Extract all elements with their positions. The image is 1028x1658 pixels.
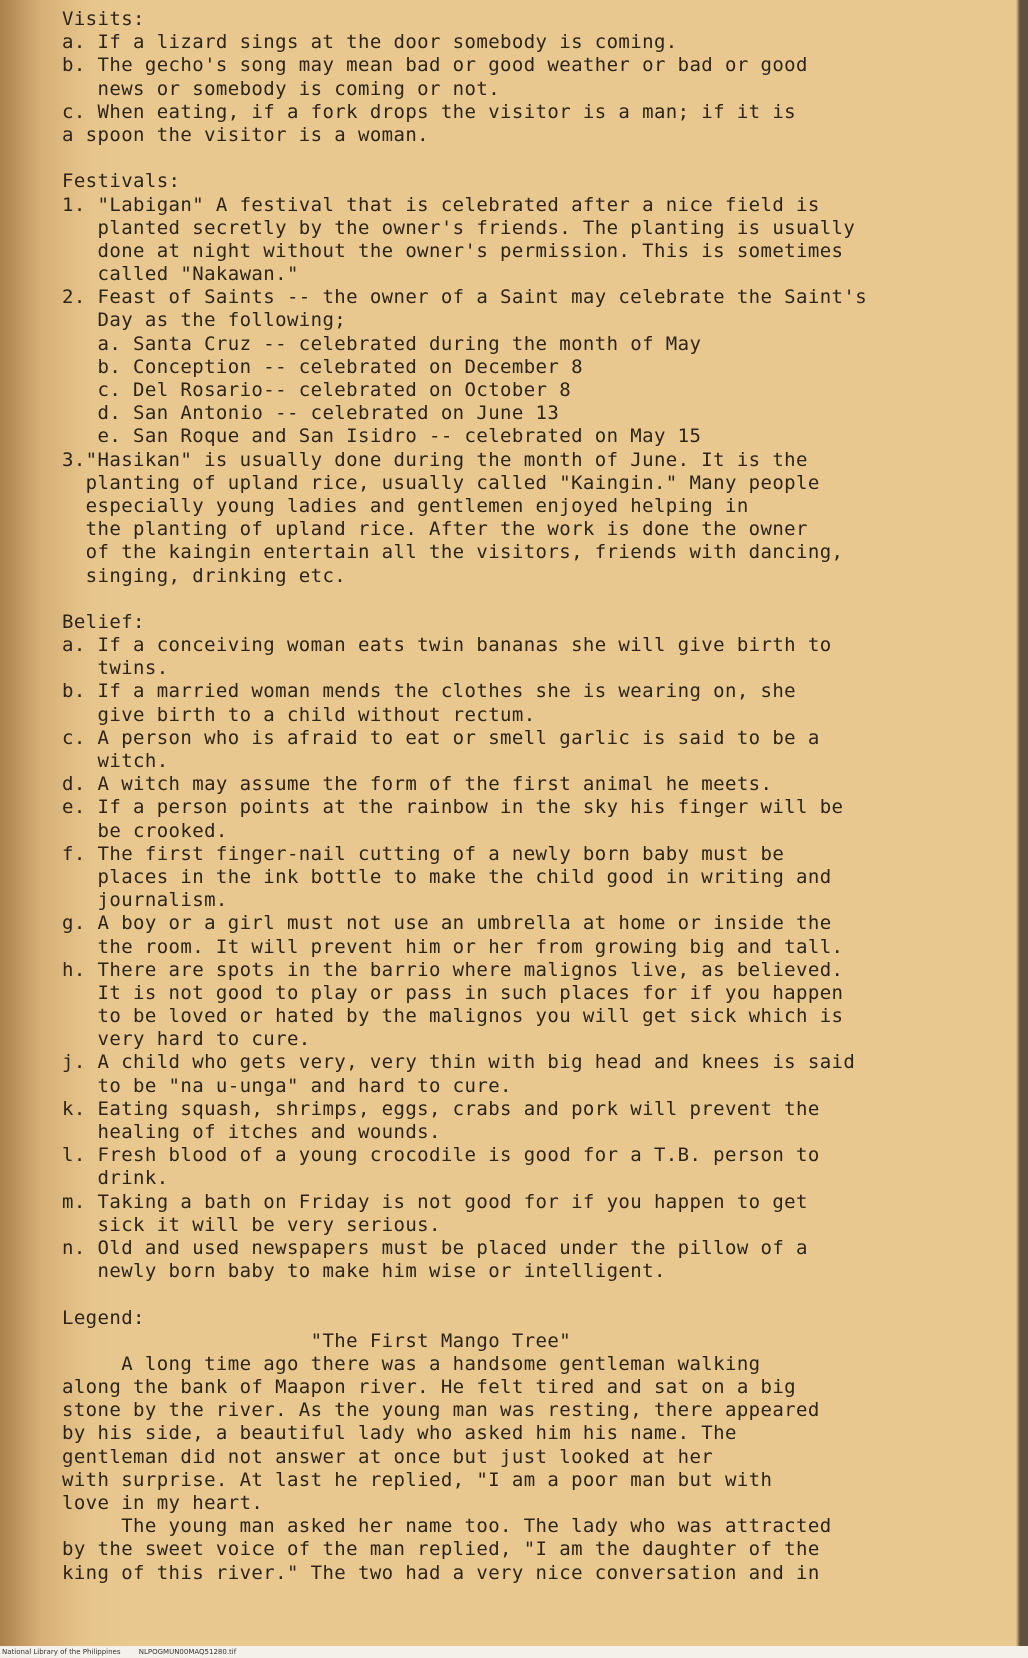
text-line: c. When eating, if a fork drops the visitor is a man; if it is: [62, 100, 797, 123]
text-line: c. A person who is afraid to eat or smell garlic is said to be a: [62, 726, 820, 749]
scan-footer: [0, 1646, 1028, 1658]
text-line: g. A boy or a girl must not use an umbrella at home or inside the: [62, 912, 832, 935]
text-line: It is not good to play or pass in such places for if you happen: [62, 981, 844, 1004]
blank-line: [62, 147, 982, 170]
footer-file-id: NLPOGMUN00MAQ51280.tif: [138, 1648, 237, 1656]
text-line: healing of itches and wounds.: [62, 1121, 441, 1143]
text-line: b. The gecho's song may mean bad or good weather or bad or good: [62, 54, 808, 77]
text-line: done at night without the owner's permission. This is sometimes: [62, 239, 844, 262]
text-line: singing, drinking etc.: [62, 564, 347, 587]
text-line: by his side, a beautiful lady who asked him his name. The: [62, 1422, 737, 1445]
text-line: king of this river." The two had a very nice conversation and in: [62, 1561, 820, 1584]
text-line: n. Old and used newspapers must be placed under the pillow of a: [62, 1236, 808, 1259]
footer-institution: National Library of the Philippines: [2, 1648, 121, 1656]
text-line: witch.: [62, 750, 169, 772]
text-line: A long time ago there was a handsome gentleman walking: [62, 1352, 761, 1375]
text-line: 2. Feast of Saints -- the owner of a Saint may celebrate the Saint's: [62, 286, 868, 309]
text-line: a. Santa Cruz -- celebrated during the month of May: [62, 332, 702, 355]
legend-title: "The First Mango Tree": [62, 1329, 572, 1352]
section-heading-visits: Visits:: [62, 8, 145, 30]
text-line: e. San Roque and San Isidro -- celebrated on May 15: [62, 425, 702, 448]
blank-line: [62, 1283, 982, 1306]
text-line: b. Conception -- celebrated on December 8: [62, 355, 583, 378]
text-line: journalism.: [62, 889, 228, 912]
text-line: drink.: [62, 1167, 169, 1190]
text-line: love in my heart.: [62, 1492, 264, 1514]
text-line: called "Nakawan.": [62, 263, 299, 286]
text-line: by the sweet voice of the man replied, "I am the daughter of the: [62, 1538, 820, 1561]
text-line: k. Eating squash, shrimps, eggs, crabs and pork will prevent the: [62, 1097, 820, 1120]
text-line: The young man asked her name too. The lady who was attracted: [62, 1515, 832, 1538]
text-line: twins.: [62, 657, 169, 680]
text-line: a spoon the visitor is a woman.: [62, 123, 430, 146]
text-line: Day as the following;: [62, 309, 347, 332]
text-line: h. There are spots in the barrio where malignos live, as believed.: [62, 958, 844, 981]
text-line: sick it will be very serious.: [62, 1213, 441, 1236]
text-line: the planting of upland rice. After the work is done the owner: [62, 518, 808, 541]
text-line: especially young ladies and gentlemen enjoyed helping in: [62, 494, 749, 517]
text-line: d. A witch may assume the form of the first animal he meets.: [62, 773, 773, 796]
section-heading-festivals: Festivals:: [62, 170, 181, 193]
text-line: 3."Hasikan" is usually done during the month of June. It is the: [62, 448, 808, 471]
text-line: with surprise. At last he replied, "I am a poor man but with: [62, 1468, 773, 1491]
text-line: l. Fresh blood of a young crocodile is good for a T.B. person to: [62, 1144, 820, 1167]
text-line: a. If a lizard sings at the door somebody is coming.: [62, 31, 678, 54]
text-line: of the kaingin entertain all the visitors, friends with dancing,: [62, 541, 844, 564]
text-line: very hard to cure.: [62, 1028, 311, 1051]
text-line: j. A child who gets very, very thin with big head and knees is said: [62, 1051, 856, 1074]
text-line: planting of upland rice, usually called "Kaingin." Many people: [62, 471, 820, 494]
text-line: to be loved or hated by the malignos you will get sick which is: [62, 1005, 844, 1028]
text-line: places in the ink bottle to make the child good in writing and: [62, 865, 832, 888]
text-line: m. Taking a bath on Friday is not good for if you happen to get: [62, 1190, 808, 1213]
text-line: along the bank of Maapon river. He felt tired and sat on a big: [62, 1376, 797, 1399]
text-line: newly born baby to make him wise or intelligent.: [62, 1260, 666, 1283]
typewritten-text: [62, 8, 982, 1585]
text-line: the room. It will prevent him or her from growing big and tall.: [62, 935, 844, 958]
text-line: give birth to a child without rectum.: [62, 703, 536, 726]
section-heading-legend: Legend:: [62, 1306, 145, 1329]
text-line: be crooked.: [62, 819, 228, 842]
text-line: a. If a conceiving woman eats twin bananas she will give birth to: [62, 634, 832, 657]
text-line: c. Del Rosario-- celebrated on October 8: [62, 379, 572, 401]
text-line: planted secretly by the owner's friends. The planting is usually: [62, 216, 856, 239]
section-heading-belief: Belief:: [62, 610, 145, 633]
text-line: e. If a person points at the rainbow in the sky his finger will be: [62, 796, 844, 819]
text-line: stone by the river. As the young man was resting, there appeared: [62, 1399, 820, 1422]
blank-line: [62, 588, 982, 611]
text-line: news or somebody is coming or not.: [62, 77, 501, 100]
text-line: 1. "Labigan" A festival that is celebrated after a nice field is: [62, 193, 820, 216]
text-line: d. San Antonio -- celebrated on June 13: [62, 402, 560, 425]
text-line: f. The first finger-nail cutting of a newly born baby must be: [62, 842, 785, 865]
text-line: to be "na u-unga" and hard to cure.: [62, 1074, 512, 1097]
text-line: gentleman did not answer at once but just looked at her: [62, 1445, 714, 1468]
text-line: b. If a married woman mends the clothes she is wearing on, she: [62, 680, 797, 703]
